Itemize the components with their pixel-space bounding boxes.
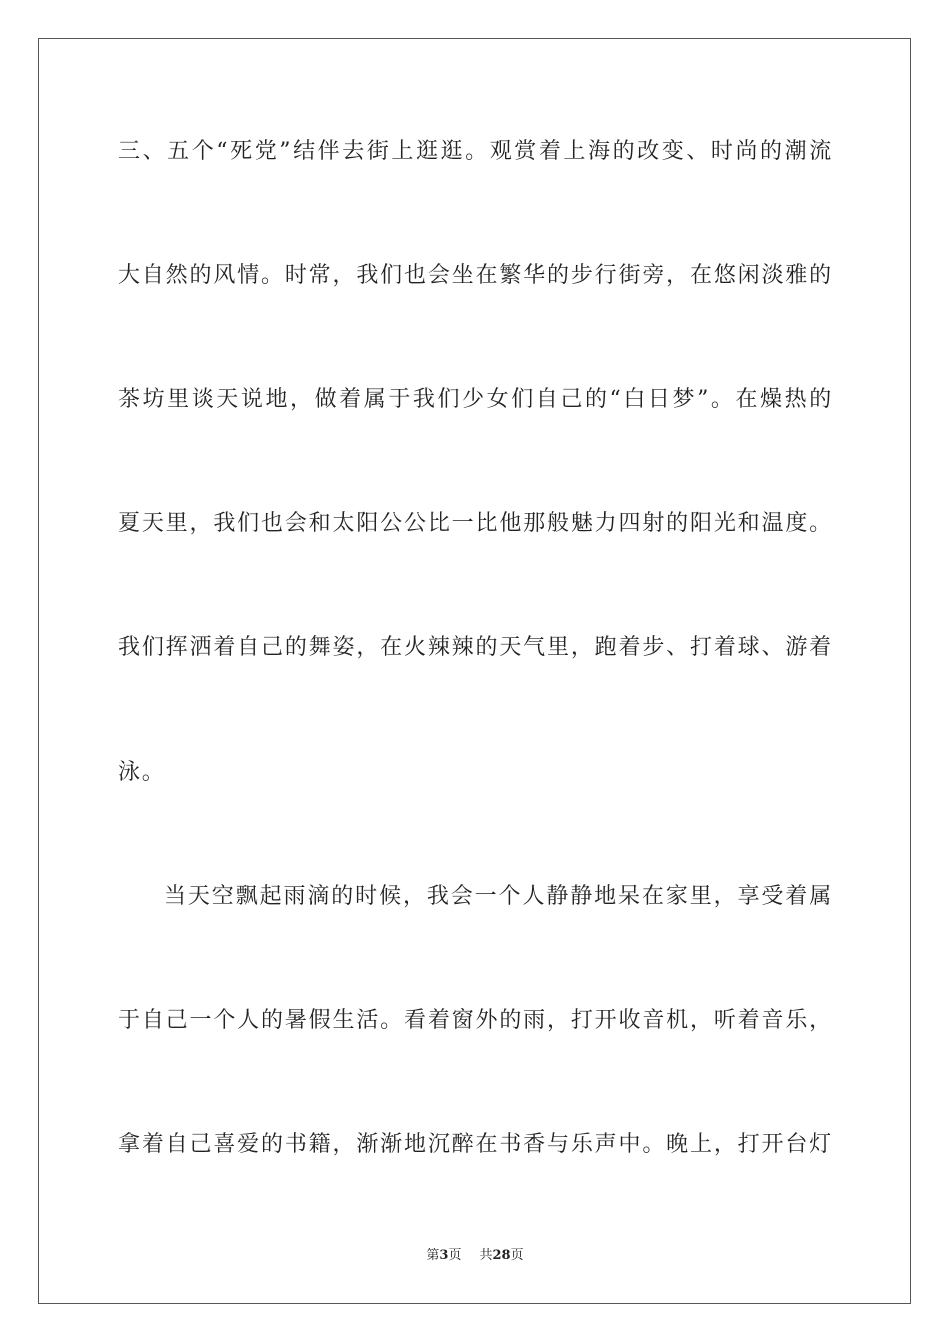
total-label-suffix: 页 bbox=[510, 1248, 524, 1263]
text-line: 拿着自己喜爱的书籍，渐渐地沉醉在书香与乐声中。晚上，打开台灯 bbox=[118, 1132, 833, 1157]
page-border bbox=[38, 38, 911, 1304]
text-line: 我们挥洒着自己的舞姿，在火辣辣的天气里，跑着步、打着球、游着 bbox=[118, 635, 833, 660]
page-number: 3 bbox=[439, 1248, 449, 1263]
page-label-prefix: 第 bbox=[426, 1248, 440, 1263]
page-footer bbox=[0, 1247, 950, 1265]
text-line: 泳。 bbox=[118, 760, 166, 785]
text-line: 三、五个“死党”结伴去街上逛逛。观赏着上海的改变、时尚的潮流 bbox=[118, 139, 833, 164]
text-line: 大自然的风情。时常，我们也会坐在繁华的步行街旁，在悠闲淡雅的 bbox=[118, 263, 833, 288]
text-line: 夏天里，我们也会和太阳公公比一比他那般魅力四射的阳光和温度。 bbox=[118, 511, 833, 536]
page-label-suffix: 页 bbox=[448, 1248, 462, 1263]
total-label-prefix: 共 bbox=[479, 1248, 493, 1263]
text-line: 茶坊里谈天说地，做着属于我们少女们自己的“白日梦”。在燥热的 bbox=[118, 387, 833, 412]
paragraph-first-line: 当天空飘起雨滴的时候，我会一个人静静地呆在家里，享受着属 bbox=[164, 884, 833, 909]
total-pages: 28 bbox=[492, 1248, 511, 1263]
text-line: 于自己一个人的暑假生活。看着窗外的雨，打开收音机，听着音乐， bbox=[118, 1008, 833, 1033]
